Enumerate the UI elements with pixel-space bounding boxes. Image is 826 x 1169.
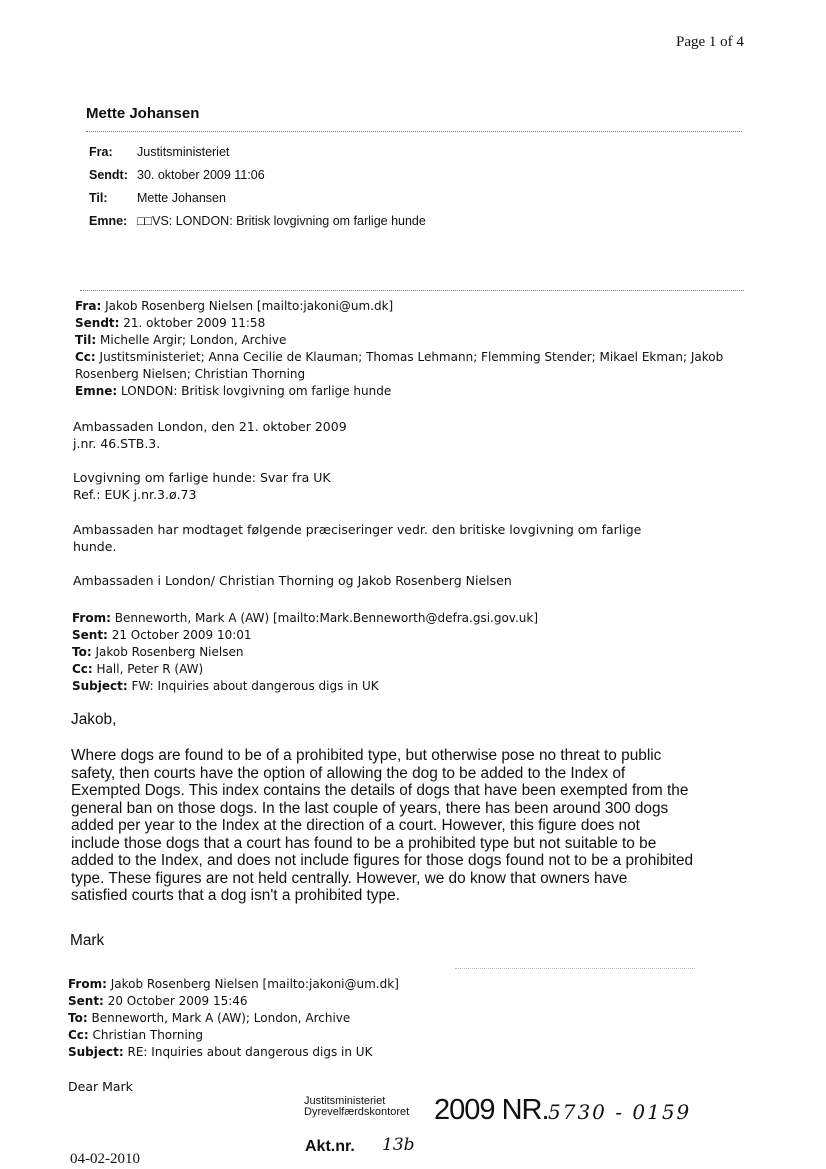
- divider: [455, 968, 695, 969]
- header-to-row: Til: Mette Johansen: [89, 191, 226, 205]
- reply-greeting: Jakob,: [71, 711, 117, 728]
- mailbox-owner-name: Mette Johansen: [86, 105, 200, 122]
- divider: [86, 131, 742, 132]
- divider: [80, 290, 744, 291]
- stamp-number-printed: 2009 NR.: [434, 1094, 549, 1126]
- reply-header: From: Benneworth, Mark A (AW) [mailto:Mark.Benneworth@defra.gsi.gov.uk] Sent: 21 October 2009 10:01 To: Jakob Rosenberg Nielsen Cc: Hall, Peter R (AW) Subject: FW: Inquiries about dangerous digs in UK: [72, 611, 539, 693]
- stamp-number-handwritten: 5730 - 0159: [548, 1100, 692, 1124]
- letter-topic: Lovgivning om farlige hunde: Svar fra UK Ref.: EUK j.nr.3.ø.73: [73, 470, 331, 502]
- earlier-greeting: Dear Mark: [68, 1079, 133, 1094]
- forward-header: [89, 141, 426, 233]
- letter-place-date: Ambassaden London, den 21. oktober 2009 j.nr. 46.STB.3.: [73, 419, 347, 451]
- print-date: 04-02-2010: [70, 1151, 140, 1167]
- original-header: Fra: Jakob Rosenberg Nielsen [mailto:jakoni@um.dk] Sendt: 21. oktober 2009 11:58 Til: Michelle Argir; London, Archive Cc: Justitsministeriet; Anna Cecilie de Klauman; Thomas Lehmann; Flemming Stender; Mikael Ekman; Jakob Rosenberg Nielsen; Christian Thorning Emne: LONDON: Britisk lovgivning om farlige hunde: [75, 299, 724, 398]
- header-from-row: Fra: Justitsministeriet: [89, 145, 230, 159]
- header-subject-row: Emne: □□VS: LONDON: Britisk lovgivning om farlige hunde: [89, 214, 426, 228]
- archive-stamp: Justitsministeriet Dyrevelfærdskontoret: [304, 1095, 410, 1118]
- akt-label: Akt.nr.: [305, 1138, 355, 1155]
- letter-signature: Ambassaden i London/ Christian Thorning og Jakob Rosenberg Nielsen: [73, 573, 512, 588]
- earlier-header: From: Jakob Rosenberg Nielsen [mailto:jakoni@um.dk] Sent: 20 October 2009 15:46 To: Benneworth, Mark A (AW); London, Archive Cc: Christian Thorning Subject: RE: Inquiries about dangerous digs in UK: [68, 977, 399, 1059]
- akt-handwritten: 13b: [382, 1135, 415, 1155]
- reply-sign: Mark: [70, 932, 105, 949]
- reply-paragraph: Where dogs are found to be of a prohibited type, but otherwise pose no threat to public safety, then courts have the option of allowing the dog to be added to the Index of Exempted Dogs. This index contains the details of dogs that have been exempted from the general ban on those dogs. In the last couple of years, there has been around 300 dogs added per year to the Index at the direction of a court. However, this figure does not include those dogs that a court has found to be a prohibited type but not suitable to be added to the Index, and does not include figures for those dogs found not to be a prohibited type. These figures are not held centrally. However, we do know that owners have satisfied courts that a dog isn't a prohibited type.: [71, 747, 694, 904]
- letter-intro: Ambassaden har modtaget følgende præciseringer vedr. den britiske lovgivning om farlige hunde.: [73, 522, 642, 554]
- header-sent-row: Sendt: 30. oktober 2009 11:06: [89, 168, 265, 182]
- page-number: Page 1 of 4: [676, 34, 744, 50]
